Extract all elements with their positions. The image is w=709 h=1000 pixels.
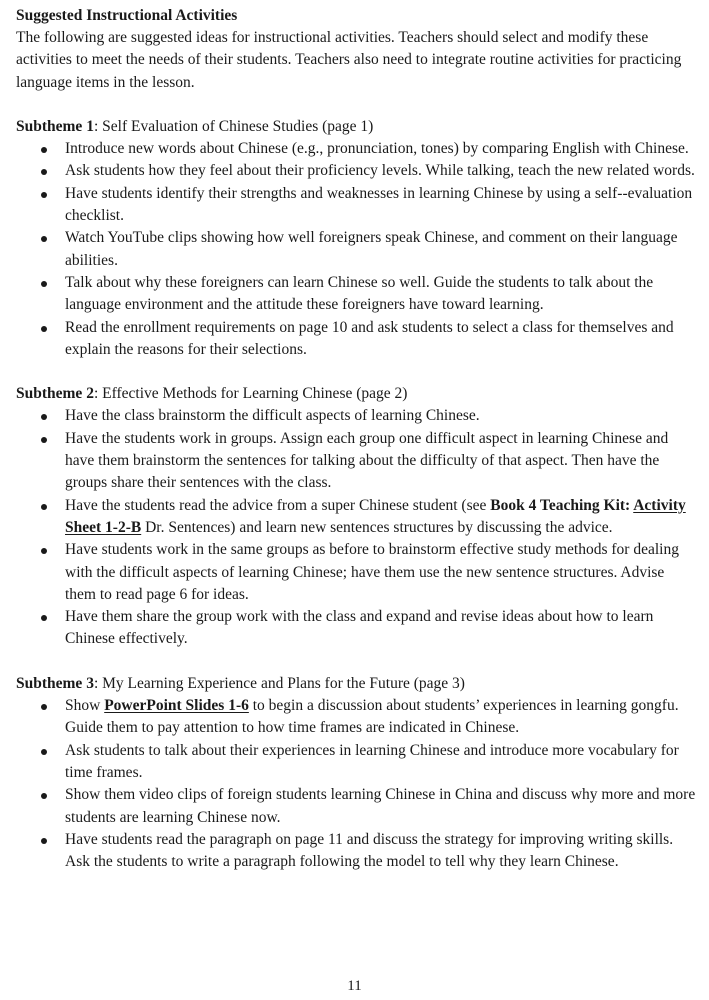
list-item-text: Introduce new words about Chinese (e.g., pronunciation, tones) by comparing English with Chinese. [65, 140, 689, 158]
list-item [16, 428, 696, 495]
bullet-icon [41, 169, 47, 175]
bullet-icon [41, 437, 47, 443]
subtheme-2-list [16, 405, 696, 650]
list-item-text: Read the enrollment requirements on page 10 and ask students to select a class for themselves and explain the reasons for their selections. [65, 318, 674, 358]
bullet-icon [41, 615, 47, 621]
bullet-icon [41, 192, 47, 198]
list-item-text: Have them share the group work with the class and expand and revise ideas about how to learn Chinese effectively. [65, 608, 654, 648]
list-item-text: Show them video clips of foreign students learning Chinese in China and discuss why more and more students are learning Chinese now. [65, 786, 696, 826]
page-number: 11 [347, 978, 362, 994]
intro-paragraph: The following are suggested ideas for instructional activities. Teachers should select and modify these activities to meet the needs of their students. Teachers also need to integrate routine activities for practicing language items in the lesson. [16, 29, 682, 91]
list-item-text: Have students identify their strengths and weaknesses in learning Chinese by using a self--evaluation checklist. [65, 184, 693, 225]
bullet-icon [41, 548, 47, 554]
bullet-icon [41, 838, 47, 844]
bullet-icon [41, 236, 47, 242]
bullet-icon [41, 504, 47, 510]
list-item [16, 405, 696, 427]
subtheme-3-list [16, 695, 696, 873]
list-item [16, 227, 696, 272]
subtheme-3-heading [16, 673, 696, 695]
list-item-text: Ask students to talk about their experiences in learning Chinese and introduce more vocabulary for time frames. [65, 741, 679, 781]
bullet-icon [41, 326, 47, 332]
list-item-text: Have the students work in groups. Assign each group one difficult aspect in learning Chinese and have them brainstorm the sentences for talking about the difficulty of that aspect. Then have the groups share their sentences with the class. [65, 429, 669, 492]
subtheme-title: : My Learning Experience and Plans for the Future (page 3) [93, 674, 465, 692]
subtheme-label: Subtheme 1 [16, 117, 94, 135]
list-item [16, 829, 696, 874]
list-item-text: Show [65, 697, 105, 715]
bullet-icon [41, 147, 47, 153]
list-item [16, 183, 696, 228]
powerpoint-slides-link[interactable]: PowerPoint Slides 1-6 [104, 697, 249, 715]
bullet-icon [41, 281, 47, 287]
list-item-text: Have the students read the advice from a super Chinese student (see [65, 496, 491, 514]
subtheme-1-heading [16, 116, 696, 138]
list-item [16, 784, 696, 829]
list-item [16, 138, 696, 160]
list-item-text: Have students work in the same groups as before to brainstorm effective study methods for dealing with the difficult aspects of learning Chinese; have them use the new sentence structures. Advise them to read page 6 for ideas. [65, 541, 679, 603]
list-item [16, 495, 696, 540]
teaching-kit-reference: Book 4 Teaching Kit: [490, 496, 634, 514]
subtheme-label: Subtheme 2 [16, 385, 94, 403]
list-item [16, 539, 696, 606]
activity-sheet-link[interactable]: Activity Sheet 1-2-B [65, 496, 686, 536]
subtheme-label: Subtheme 3 [16, 674, 94, 692]
list-item [16, 695, 696, 740]
subtheme-title: : Self Evaluation of Chinese Studies (page 1) [93, 117, 374, 135]
bullet-icon [41, 704, 47, 710]
list-item [16, 272, 696, 317]
list-item [16, 160, 696, 182]
bullet-icon [41, 749, 47, 755]
document-body [16, 5, 696, 873]
list-item-text: Watch YouTube clips showing how well foreigners speak Chinese, and comment on their language abilities. [65, 229, 678, 269]
list-item-text: Have the class brainstorm the difficult aspects of learning Chinese. [65, 407, 480, 425]
list-item-text: Dr. Sentences) and learn new sentences structures by discussing the advice. [141, 518, 613, 536]
bullet-icon [41, 414, 47, 420]
list-item-text: Talk about why these foreigners can learn Chinese so well. Guide the students to talk about the language environment and the attitude these foreigners have toward learning. [65, 273, 654, 314]
list-item-text: to begin a discussion about students’ experiences in learning gongfu. Guide them to pay attention to how time frames are indicated in Chinese. [65, 697, 679, 737]
list-item-text: Ask students how they feel about their proficiency levels. While talking, teach the new related words. [65, 162, 695, 180]
bullet-icon [41, 793, 47, 799]
subtheme-2-heading [16, 383, 696, 405]
list-item [16, 317, 696, 362]
section-heading: Suggested Instructional Activities [16, 7, 238, 24]
list-item-text: Have students read the paragraph on page 11 and discuss the strategy for improving writing skills. Ask the students to write a paragraph following the model to tell why they learn Chinese. [65, 830, 674, 871]
subtheme-title: : Effective Methods for Learning Chinese (page 2) [93, 385, 408, 403]
list-item [16, 606, 696, 651]
subtheme-1-list [16, 138, 696, 361]
list-item [16, 740, 696, 785]
